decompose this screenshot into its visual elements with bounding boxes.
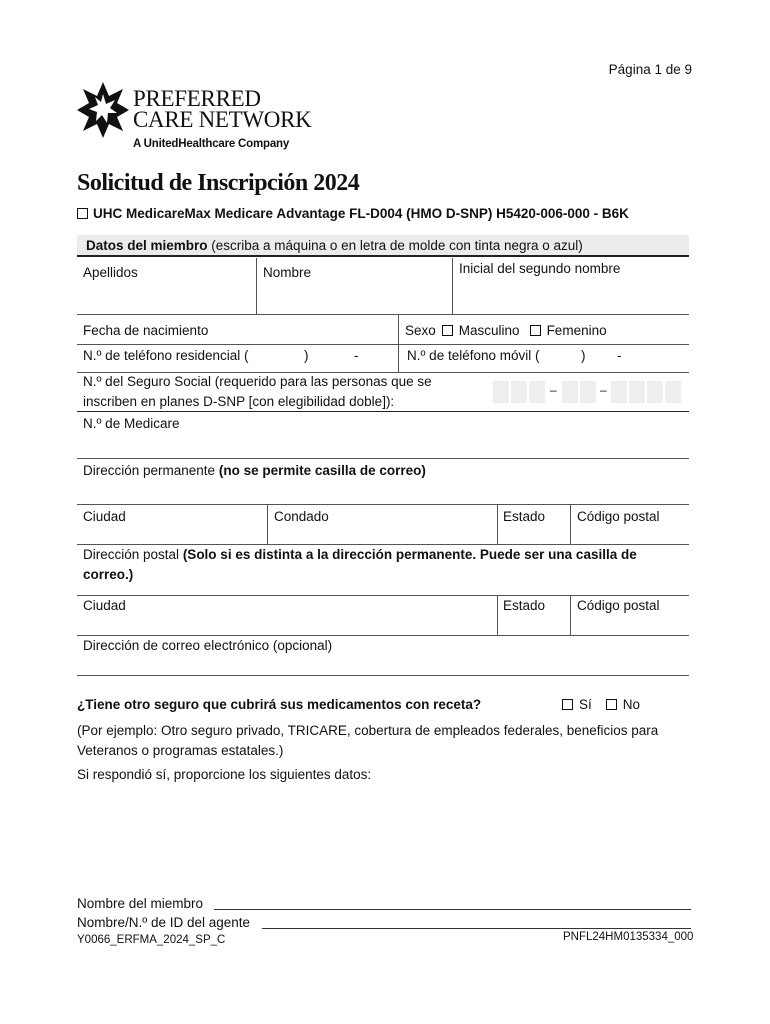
mailing-state-label: Estado: [503, 598, 546, 613]
other-coverage-example: (Por ejemplo: Otro seguro privado, TRICARE, cobertura de empleados federales, beneficios para Veteranos o programas estatales.): [77, 723, 659, 758]
home-phone-label: N.º de teléfono residencial (: [83, 348, 249, 363]
state-label: Estado: [503, 509, 546, 524]
ssn-box[interactable]: [580, 381, 596, 403]
birth-date-label: Fecha de nacimiento: [83, 323, 209, 338]
member-name-line[interactable]: [214, 909, 691, 910]
ssn-box[interactable]: [529, 381, 545, 403]
sex-field: Sexo Masculino Femenino: [405, 323, 607, 338]
form-code-left: Y0066_ERFMA_2024_SP_C: [77, 934, 226, 946]
city-label: Ciudad: [83, 509, 126, 524]
mobile-phone-dash: -: [617, 348, 622, 363]
no-checkbox[interactable]: [606, 699, 617, 710]
yes-checkbox[interactable]: [562, 699, 573, 710]
medicare-number-label: N.º de Medicare: [83, 416, 180, 431]
mobile-phone-label: N.º de teléfono móvil (: [407, 348, 540, 363]
male-checkbox[interactable]: [442, 325, 453, 336]
ssn-dash: –: [550, 383, 557, 397]
page-title: Solicitud de Inscripción 2024: [77, 170, 360, 196]
mobile-phone-close: ): [581, 348, 586, 363]
county-label: Condado: [274, 509, 329, 524]
middle-initial-label: Inicial del segundo nombre: [459, 261, 621, 276]
zip-label: Código postal: [577, 509, 660, 524]
ssn-box[interactable]: [629, 381, 645, 403]
email-label: Dirección de correo electrónico (opcional): [83, 638, 333, 653]
preferred-care-network-logo: [77, 82, 129, 138]
ssn-dash: –: [600, 383, 607, 397]
ssn-box[interactable]: [611, 381, 627, 403]
ssn-box[interactable]: [493, 381, 509, 403]
logo-subtitle: A UnitedHealthcare Company: [133, 138, 290, 150]
logo-wordmark: PREFERRED CARE NETWORK: [133, 86, 312, 132]
plan-checkbox[interactable]: [77, 208, 88, 219]
permanent-address-label: Dirección permanente (no se permite casilla de correo): [83, 463, 426, 478]
plan-label: UHC MedicareMax Medicare Advantage FL-D004 (HMO D-SNP) H5420-006-000 - B6K: [93, 206, 629, 221]
ssn-box[interactable]: [647, 381, 663, 403]
last-name-label: Apellidos: [83, 265, 138, 280]
mailing-address-label: Dirección postal (Solo si es distinta a la dirección permanente. Puede ser una casilla de correo.): [83, 547, 637, 582]
form-code-right: PNFL24HM0135334_000: [563, 931, 694, 943]
other-coverage-instruction: Si respondió sí, proporcione los siguientes datos:: [77, 767, 372, 782]
ssn-box[interactable]: [665, 381, 681, 403]
member-name-label: Nombre del miembro: [77, 896, 204, 911]
page-number: Página 1 de 9: [608, 62, 692, 77]
member-section-heading: Datos del miembro (escriba a máquina o en letra de molde con tinta negra o azul): [77, 235, 689, 257]
ssn-label: N.º del Seguro Social (requerido para las personas que se inscriben en planes D-SNP [con elegibilidad doble]):: [83, 374, 432, 409]
first-name-label: Nombre: [263, 265, 312, 280]
mailing-zip-label: Código postal: [577, 598, 660, 613]
plan-option[interactable]: [77, 206, 629, 221]
other-coverage-question: ¿Tiene otro seguro que cubrirá sus medicamentos con receta?: [77, 697, 482, 712]
home-phone-close: ): [304, 348, 309, 363]
home-phone-dash: -: [354, 348, 359, 363]
female-checkbox[interactable]: [530, 325, 541, 336]
mailing-city-label: Ciudad: [83, 598, 126, 613]
agent-label: Nombre/N.º de ID del agente: [77, 915, 251, 930]
other-coverage-answer: Sí No: [562, 697, 640, 712]
agent-line[interactable]: [262, 928, 691, 929]
ssn-box[interactable]: [511, 381, 527, 403]
ssn-box[interactable]: [562, 381, 578, 403]
